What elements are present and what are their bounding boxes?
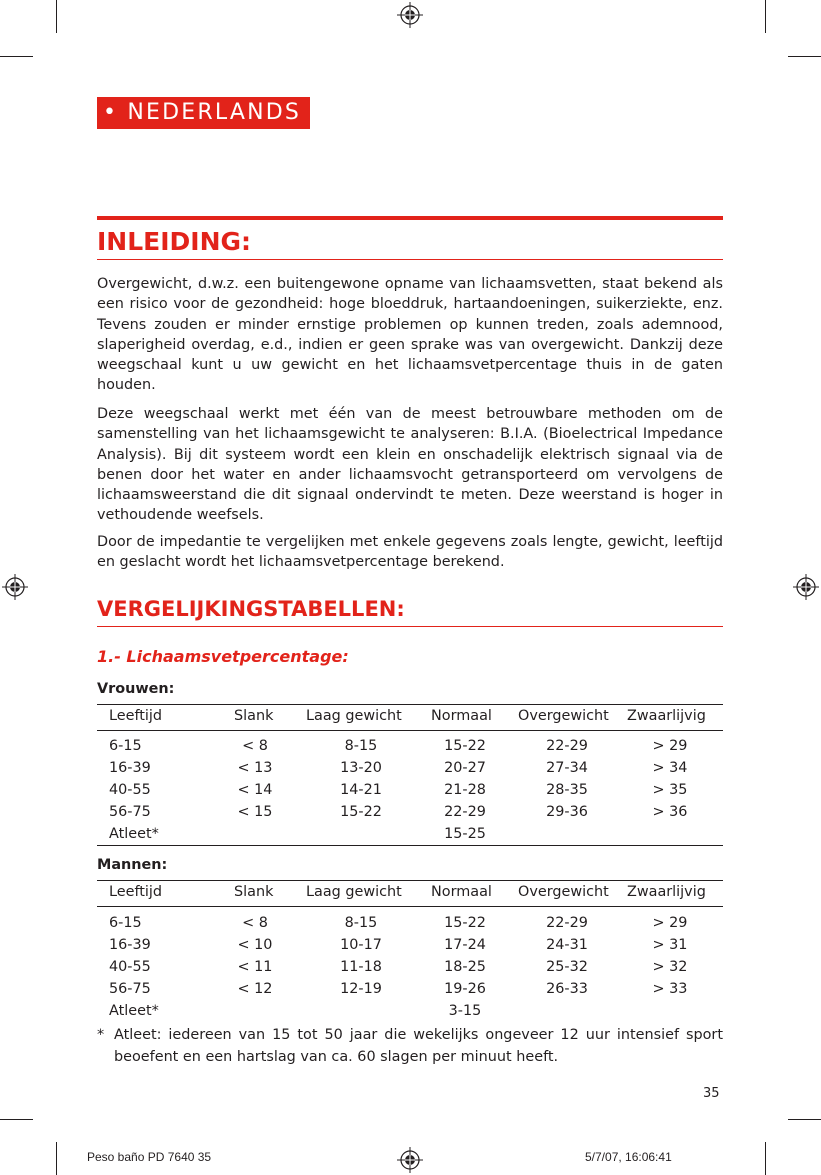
table-cell: 22-29 xyxy=(546,915,588,931)
women-table-header xyxy=(97,708,723,730)
women-label: Vrouwen: xyxy=(97,681,175,697)
table-cell: 8-15 xyxy=(344,738,378,754)
table-cell: 15-22 xyxy=(340,804,382,820)
crop-mark xyxy=(765,0,766,33)
table-cell: 40-55 xyxy=(109,959,151,975)
table-cell: > 36 xyxy=(652,804,688,820)
table-cell: 25-32 xyxy=(546,959,588,975)
header-slank: Slank xyxy=(234,884,274,900)
table-cell: 22-29 xyxy=(444,804,486,820)
registration-mark-icon xyxy=(397,2,423,28)
table-cell: 6-15 xyxy=(109,915,142,931)
header-slank: Slank xyxy=(234,708,274,724)
table-cell: < 8 xyxy=(242,738,268,754)
header-laag-gewicht: Laag gewicht xyxy=(306,708,402,724)
header-laag-gewicht: Laag gewicht xyxy=(306,884,402,900)
crop-mark xyxy=(0,56,33,57)
table-column xyxy=(331,735,391,823)
table-rule xyxy=(97,880,723,881)
registration-mark-icon xyxy=(793,574,819,600)
table-cell: 26-33 xyxy=(546,981,588,997)
table-column xyxy=(537,735,597,823)
table-cell: 21-28 xyxy=(444,782,486,798)
comparison-heading: VERGELIJKINGSTABELLEN: xyxy=(97,597,405,621)
table-cell: 14-21 xyxy=(340,782,382,798)
table-cell: 16-39 xyxy=(109,937,151,953)
table-cell: 40-55 xyxy=(109,782,151,798)
header-leeftijd: Leeftijd xyxy=(109,708,163,724)
comparison-subheading: 1.- Lichaamsvetpercentage: xyxy=(97,647,349,666)
table-cell: < 14 xyxy=(237,782,273,798)
section-divider xyxy=(97,216,723,220)
table-cell: > 34 xyxy=(652,760,688,776)
intro-heading: INLEIDING: xyxy=(97,227,252,256)
table-cell: 56-75 xyxy=(109,804,151,820)
header-normaal: Normaal xyxy=(431,884,492,900)
men-table-header xyxy=(97,884,723,906)
crop-mark xyxy=(765,1142,766,1175)
footnote xyxy=(97,1024,723,1068)
table-cell: > 29 xyxy=(652,738,688,754)
header-normaal: Normaal xyxy=(431,708,492,724)
table-cell: > 35 xyxy=(652,782,688,798)
table-cell: < 10 xyxy=(237,937,273,953)
table-cell: 22-29 xyxy=(546,738,588,754)
table-cell: > 29 xyxy=(652,915,688,931)
registration-mark-icon xyxy=(397,1147,423,1173)
crop-mark xyxy=(56,1142,57,1175)
table-column xyxy=(109,735,159,845)
intro-paragraph: Door de impedantie te vergelijken met enkele gegevens zoals lengte, gewicht, leeftijd en geslacht wordt het lichaamsvetpercentage berekend. xyxy=(97,534,723,571)
page-number: 35 xyxy=(703,1086,720,1101)
table-rule xyxy=(97,906,723,907)
table-cell: Atleet* xyxy=(109,826,159,842)
table-cell: 11-18 xyxy=(340,959,382,975)
table-cell: 15-25 xyxy=(444,826,486,842)
header-overgewicht: Overgewicht xyxy=(518,708,609,724)
table-cell: < 11 xyxy=(237,959,273,975)
table-cell: > 31 xyxy=(652,937,688,953)
header-overgewicht: Overgewicht xyxy=(518,884,609,900)
table-column xyxy=(640,735,700,823)
table-cell: 56-75 xyxy=(109,981,151,997)
header-zwaarlijvig: Zwaarlijvig xyxy=(627,708,706,724)
table-cell: Atleet* xyxy=(109,1003,159,1019)
table-cell: 13-20 xyxy=(340,760,382,776)
table-cell: 20-27 xyxy=(444,760,486,776)
table-cell: 15-22 xyxy=(444,915,486,931)
table-column xyxy=(537,912,597,1000)
table-cell: 19-26 xyxy=(444,981,486,997)
table-cell: > 32 xyxy=(652,959,688,975)
men-table-body xyxy=(97,912,723,1022)
table-cell: 16-39 xyxy=(109,760,151,776)
footnote-text: Atleet: iedereen van 15 tot 50 jaar die wekelijks ongeveer 12 uur intensief sport beoefent en een hartslag van ca. 60 slagen per minuut heeft. xyxy=(114,1027,723,1065)
table-cell: < 12 xyxy=(237,981,273,997)
intro-paragraph: Deze weegschaal werkt met één van de meest betrouwbare methoden om de samenstelling van het lichaamsgewicht te analyseren: B.I.A. (Bioelectrical Impedance Analysis). Bij dit systeem wordt een klein en onschadelijk elektrisch signaal via de benen door het water en ander lichaamsvocht getransporteerd om vervolgens de lichaamsweerstand die dit signaal ondervindt te meten. Deze weerstand is hoger in vethoudende weefsels. xyxy=(97,406,723,524)
women-table-body xyxy=(97,735,723,845)
table-cell: 24-31 xyxy=(546,937,588,953)
intro-paragraph: Overgewicht, d.w.z. een buitengewone opname van lichaamsvetten, staat bekend als een risico voor de gezondheid: hoge bloeddruk, hartaandoeningen, suikerziekte, enz. Tevens zouden er minder ernstige problemen op kunnen treden, zoals ademnood, slaperigheid overdag, e.d., indien er geen sprake was van overgewicht. Dankzij deze weegschaal kunt u uw gewicht en het lichaamsvetpercentage thuis in de gaten houden. xyxy=(97,276,723,394)
crop-mark xyxy=(0,1119,33,1120)
crop-mark xyxy=(788,1119,821,1120)
print-slug-date: 5/7/07, 16:06:41 xyxy=(585,1150,672,1164)
table-cell: < 8 xyxy=(242,915,268,931)
crop-mark xyxy=(56,0,57,33)
table-cell: < 13 xyxy=(237,760,273,776)
table-cell: 17-24 xyxy=(444,937,486,953)
table-rule xyxy=(97,730,723,731)
table-cell: 6-15 xyxy=(109,738,142,754)
table-column xyxy=(640,912,700,1000)
table-cell: 8-15 xyxy=(344,915,378,931)
table-cell: 12-19 xyxy=(340,981,382,997)
footnote-mark: * xyxy=(97,1027,105,1043)
table-column xyxy=(109,912,159,1022)
crop-mark xyxy=(788,56,821,57)
table-cell: 3-15 xyxy=(448,1003,482,1019)
table-rule xyxy=(97,704,723,705)
table-cell: 28-35 xyxy=(546,782,588,798)
heading-underline xyxy=(97,626,723,627)
table-column xyxy=(230,912,280,1000)
table-cell: 15-22 xyxy=(444,738,486,754)
table-cell: > 33 xyxy=(652,981,688,997)
table-cell: 10-17 xyxy=(340,937,382,953)
print-slug-file: Peso baño PD 7640 35 xyxy=(87,1150,212,1164)
table-rule xyxy=(97,845,723,846)
table-column xyxy=(230,735,280,823)
men-label: Mannen: xyxy=(97,857,168,873)
table-cell: < 15 xyxy=(237,804,273,820)
language-tag: • NEDERLANDS xyxy=(97,97,310,129)
table-cell: 29-36 xyxy=(546,804,588,820)
table-cell: 27-34 xyxy=(546,760,588,776)
table-column xyxy=(435,735,495,845)
registration-mark-icon xyxy=(2,574,28,600)
table-cell: 18-25 xyxy=(444,959,486,975)
table-column xyxy=(331,912,391,1000)
heading-underline xyxy=(97,259,723,260)
header-leeftijd: Leeftijd xyxy=(109,884,163,900)
header-zwaarlijvig: Zwaarlijvig xyxy=(627,884,706,900)
table-column xyxy=(435,912,495,1022)
